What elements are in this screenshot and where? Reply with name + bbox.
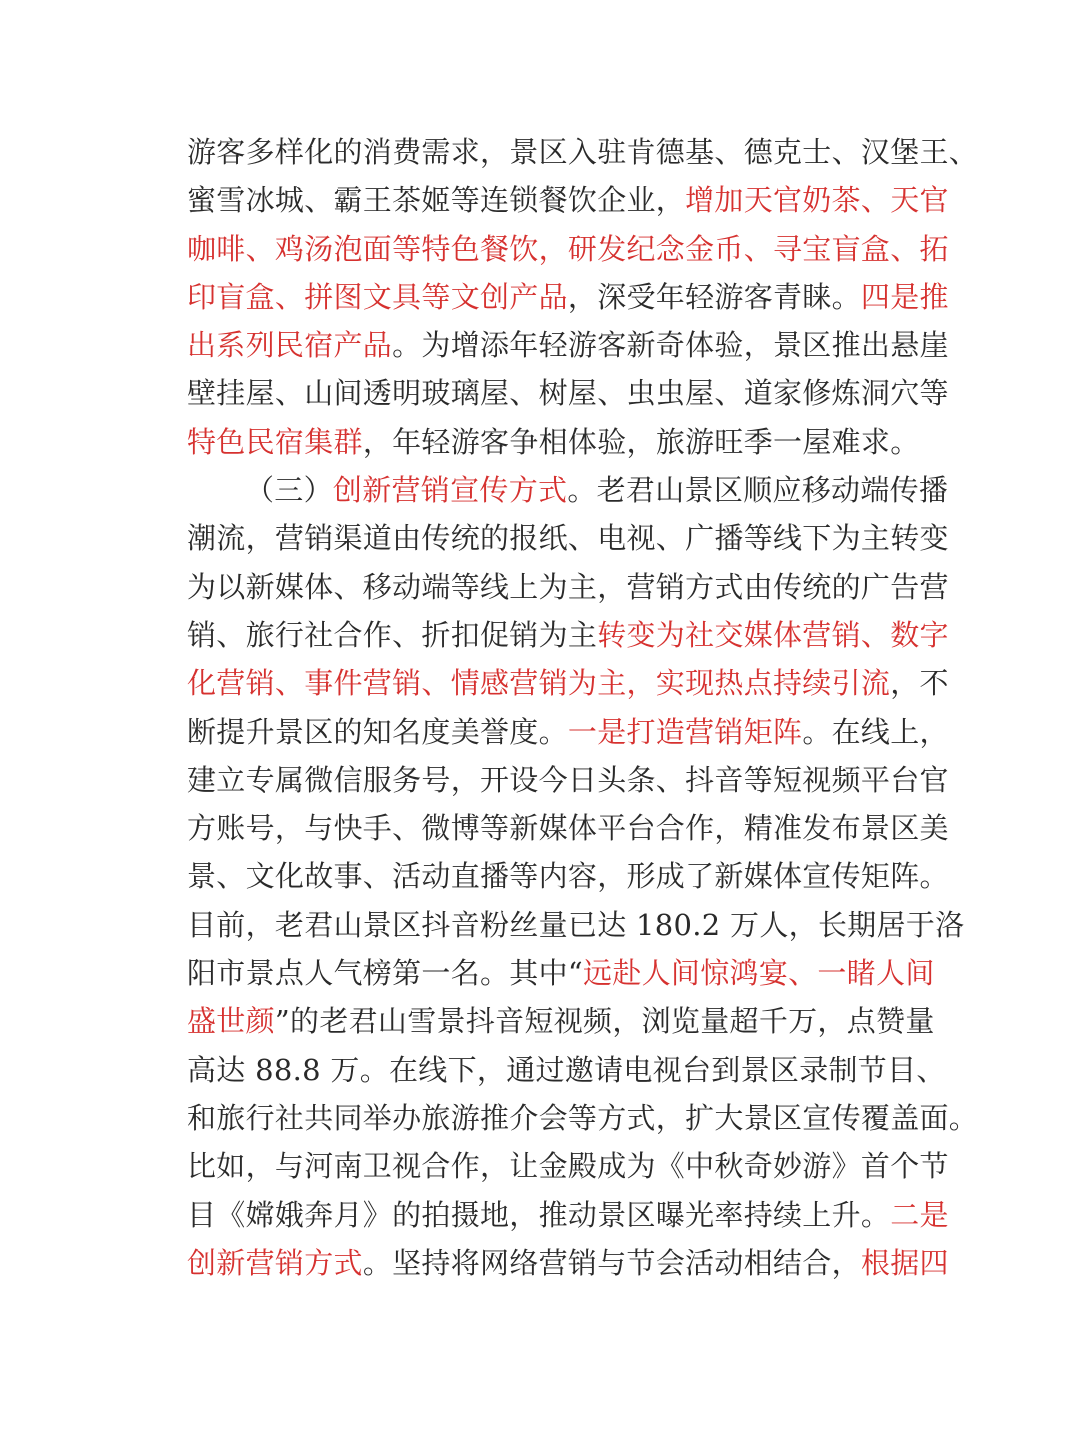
highlighted-text: 盛世颜 (187, 1004, 275, 1039)
text-line (187, 1191, 949, 1239)
text-segment: 潮流，营销渠道由传统的报纸、电视、广播等线下为主转变 (187, 521, 949, 556)
text-segment: 比如，与河南卫视合作，让金殿成为《中秋奇妙游》首个节 (187, 1149, 949, 1184)
text-segment: ”的老君山雪景抖音短视频，浏览量超千万，点赞量 (274, 1004, 935, 1039)
text-line (187, 418, 920, 466)
text-line (187, 563, 949, 611)
text-segment: 方账号，与快手、微博等新媒体平台合作，精准发布景区美 (187, 811, 949, 846)
text-segment: ，年轻游客争相体验，旅游旺季一屋难求。 (362, 424, 920, 459)
text-segment: 。坚持将网络营销与节会活动相结合， (362, 1245, 861, 1280)
text-line (187, 176, 949, 224)
highlighted-text: 创新营销宣传方式 (332, 473, 568, 508)
text-line (187, 708, 949, 756)
text-line (187, 659, 949, 707)
highlighted-text: 特色民宿集群 (187, 424, 363, 459)
highlighted-text: 增加天官奶茶、天官 (685, 183, 949, 218)
text-segment: 景、文化故事、活动直播等内容，形成了新媒体宣传矩阵。 (187, 859, 949, 894)
text-line (187, 1046, 946, 1094)
highlighted-text: 咖啡、鸡汤泡面等特色餐饮，研发纪念金币、寻宝盲盒、拓 (187, 231, 949, 266)
text-segment: 和旅行社共同举办旅游推介会等方式，扩大景区宣传覆盖面。 (187, 1100, 979, 1135)
text-line (187, 321, 949, 369)
highlighted-text: 创新营销方式 (187, 1245, 363, 1280)
text-line (187, 804, 949, 852)
text-segment: 游客多样化的消费需求，景区入驻肯德基、德克士、汉堡王、 (187, 135, 979, 169)
text-segment: ，不 (890, 666, 949, 701)
highlighted-text: 化营销、事件营销、情感营销为主，实现热点持续引流 (187, 666, 891, 701)
text-line (187, 756, 949, 804)
text-line (187, 997, 935, 1045)
body-text (187, 128, 979, 1287)
text-segment: ，深受年轻游客青睐。 (567, 279, 861, 314)
text-line (187, 1142, 949, 1190)
highlighted-text: 四是推 (860, 279, 949, 314)
text-line (187, 273, 949, 321)
highlighted-text: 出系列民宿产品 (187, 328, 393, 363)
text-segment: 销、旅行社合作、折扣促销为主 (187, 617, 598, 652)
text-line (187, 128, 979, 176)
text-line (187, 369, 949, 417)
text-segment: （三） (245, 473, 333, 508)
highlighted-text: 转变为社交媒体营销、数字 (597, 617, 949, 652)
text-segment: 。为增添年轻游客新奇体验，景区推出悬崖 (392, 328, 949, 363)
text-segment: 建立专属微信服务号，开设今日头条、抖音等短视频平台官 (187, 762, 949, 797)
text-segment: 目前，老君山景区抖音粉丝量已达 180.2 万人，长期居于洛 (187, 907, 965, 942)
text-line (187, 514, 949, 562)
text-segment: 高达 88.8 万。在线下，通过邀请电视台到景区录制节目、 (187, 1052, 946, 1087)
highlighted-text: 二是 (890, 1197, 949, 1232)
highlighted-text: 远赴人间惊鸿宴、一睹人间 (583, 956, 935, 991)
text-segment: 。老君山景区顺应移动端传播 (567, 473, 949, 508)
highlighted-text: 印盲盒、拼图文具等文创产品 (187, 279, 568, 314)
text-line (187, 852, 949, 900)
text-segment: 为以新媒体、移动端等线上为主，营销方式由传统的广告营 (187, 569, 949, 604)
text-segment: 断提升景区的知名度美誉度。 (187, 714, 568, 749)
text-segment: 蜜雪冰城、霸王茶姬等连锁餐饮企业， (187, 183, 686, 218)
text-line (187, 901, 965, 949)
text-segment: 目《嫦娥奔月》的拍摄地，推动景区曝光率持续上升。 (187, 1197, 891, 1232)
highlighted-text: 根据四 (860, 1245, 949, 1280)
text-line (187, 1239, 949, 1287)
text-line (187, 949, 935, 997)
text-line (187, 466, 949, 514)
highlighted-text: 一是打造营销矩阵 (567, 714, 803, 749)
text-segment: 。在线上， (802, 714, 949, 749)
text-line (187, 1094, 979, 1142)
text-line (187, 611, 949, 659)
text-segment: 阳市景点人气榜第一名。其中“ (187, 956, 584, 991)
text-line (187, 225, 949, 273)
text-segment: 壁挂屋、山间透明玻璃屋、树屋、虫虫屋、道家修炼洞穴等 (187, 376, 949, 411)
